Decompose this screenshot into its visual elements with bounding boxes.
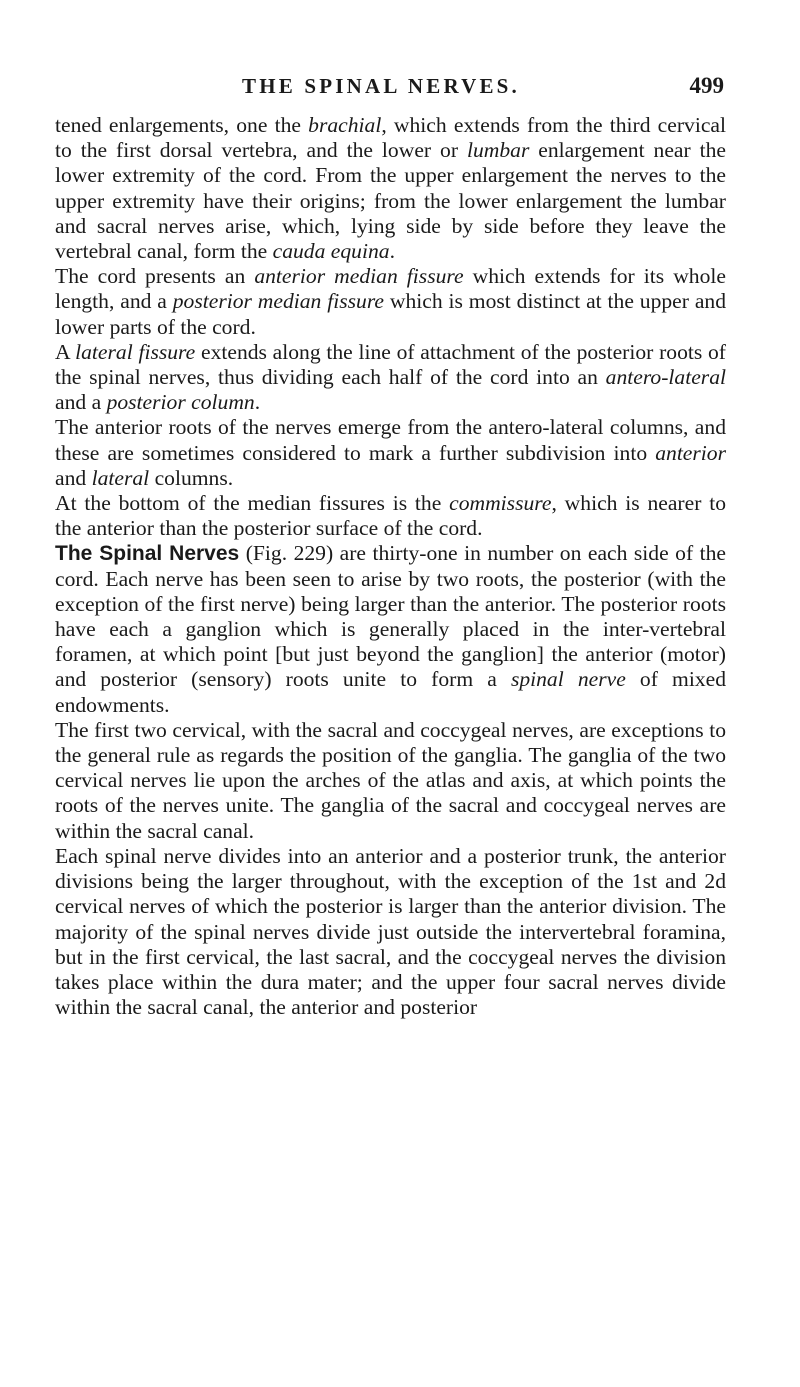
- paragraph: [55, 113, 726, 264]
- text-run: and: [55, 465, 92, 490]
- paragraph: [55, 264, 726, 340]
- text-run: which is most distinct at the upper and lower parts of the cord.: [55, 289, 726, 339]
- body-text: [55, 113, 726, 1020]
- paragraph: [55, 844, 726, 1020]
- italic-term: lateral fissure: [75, 339, 196, 364]
- italic-term: brachial: [308, 113, 382, 137]
- text-run: The anterior roots of the nerves emerge from the antero-lateral columns, and these are sometimes considered to mark a further subdivision into: [55, 415, 726, 465]
- text-run: tened enlargements, one the: [55, 113, 309, 137]
- italic-term: posterior column: [106, 390, 255, 415]
- text-run: A: [55, 339, 76, 364]
- paragraph: [55, 541, 726, 717]
- italic-term: lumbar: [466, 138, 530, 163]
- italic-term: antero-lateral: [605, 365, 726, 390]
- text-run: (Fig. 229) are thirty-one in number on each side of the cord. Each nerve has been seen to arise by two roots, the posterior (with the exception of the first nerve) being larger than the anterior. The posterior roots have each a ganglion which is generally placed in the inter-vertebral foramen, at which point [but just beyond the ganglion] the anterior (motor) and posterior (sensory) roots unite to form a: [55, 541, 726, 692]
- text-run: and a: [55, 390, 107, 415]
- text-run: , which is nearer to the anterior than the posterior surface of the cord.: [55, 491, 726, 541]
- section-run-in-heading: The Spinal Nerves: [55, 542, 240, 566]
- italic-term: anterior: [655, 440, 726, 465]
- italic-term: anterior median fissure: [254, 264, 464, 289]
- paragraph: [55, 491, 726, 541]
- italic-term: cauda equina: [272, 239, 390, 264]
- italic-term: posterior median fissure: [172, 289, 385, 314]
- text-run: which extends for its whole length, and a: [55, 264, 726, 314]
- running-title: THE SPINAL NERVES.: [242, 74, 521, 98]
- text-run: The first two cervical, with the sacral and coccygeal nerves, are exceptions to the general rule as regards the position of the ganglia. The ganglia of the two cervical nerves lie upon the arches of the atlas and axis, at which points the roots of the nerves unite. The ganglia of the sacral and coccygeal nerves are within the sacral canal.: [55, 717, 726, 843]
- text-run: of mixed endowments.: [55, 667, 727, 717]
- italic-term: lateral: [91, 465, 150, 490]
- paragraph: [55, 718, 726, 844]
- running-head: [0, 74, 724, 104]
- text-run: .: [254, 390, 261, 415]
- paragraph: [55, 340, 726, 416]
- page-number: 499: [689, 73, 724, 98]
- text-run: enlargement near the lower extremity of the cord. From the upper enlargement the nerves to the upper extremity have their origins; from the lower enlargement the lumbar and sacral nerves arise, which, lying side by side before they leave the vertebral canal, form the: [55, 138, 726, 264]
- paragraph: [55, 415, 726, 491]
- italic-term: commissure: [449, 491, 552, 516]
- text-run: , which extends from the third cervical to the first dorsal vertebra, and the lower or: [55, 113, 726, 163]
- text-run: The cord presents an: [55, 264, 255, 289]
- text-run: extends along the line of attachment of the posterior roots of the spinal nerves, thus dividing each half of the cord into an: [55, 339, 726, 390]
- text-run: Each spinal nerve divides into an anterior and a posterior trunk, the anterior divisions being the larger throughout, with the exception of the 1st and 2d cervical nerves of which the posterior is larger than the anterior division. The majority of the spinal nerves divide just outside the intervertebral foramina, but in the first cervical, the last sacral, and the coccygeal nerves the division takes place within the dura mater; and the upper four sacral nerves divide within the sacral canal, the anterior and posterior: [55, 843, 726, 1020]
- text-run: .: [389, 239, 395, 264]
- text-run: columns.: [149, 465, 234, 490]
- text-run: At the bottom of the median fissures is the: [55, 491, 450, 516]
- italic-term: spinal nerve: [510, 667, 626, 692]
